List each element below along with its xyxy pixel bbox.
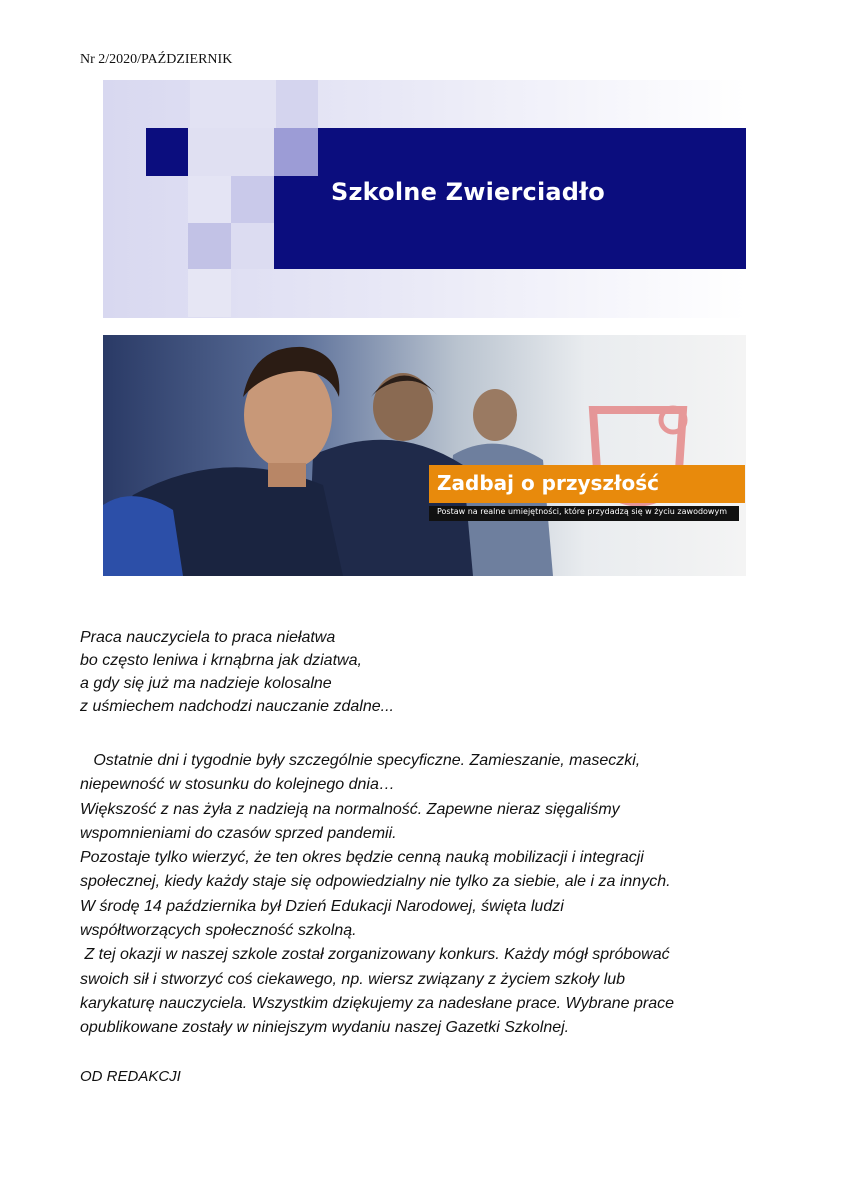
text-line: Ostatnie dni i tygodnie były szczególnie specyficzne. Zamieszanie, maseczki, — [80, 752, 641, 769]
promo-banner — [103, 335, 746, 576]
figure-head — [473, 389, 517, 441]
text-line: karykaturę nauczyciela. Wszystkim dziękujemy za nadesłane prace. Wybrane prace — [80, 994, 675, 1012]
deco-square — [146, 128, 188, 176]
poem — [80, 626, 394, 718]
text-line: W środę 14 października był Dzień Edukacji Narodowej, święta ludzi — [80, 897, 564, 915]
poem-line: z uśmiechem nadchodzi nauczanie zdalne... — [80, 698, 394, 715]
deco-square — [231, 176, 274, 223]
deco-square — [188, 128, 274, 176]
deco-square — [276, 80, 318, 128]
editorial-text — [80, 749, 674, 1041]
text-line: swoich sił i stworzyć coś ciekawego, np. wiersz związany z życiem szkoły lub — [80, 970, 626, 988]
text-line: Z tej okazji w naszej szkole został zorganizowany konkurs. Każdy mógł spróbować — [80, 946, 670, 964]
text-line: wspomnieniami do czasów sprzed pandemii. — [80, 824, 397, 842]
text-line: niepewność w stosunku do kolejnego dnia… — [80, 776, 395, 794]
deco-square — [188, 176, 231, 223]
deco-square — [274, 128, 318, 176]
poem-line: a gdy się już ma nadzieje kolosalne — [80, 675, 332, 692]
banner-title: Szkolne Zwierciadło — [331, 178, 605, 206]
text-line: współtworzących społeczność szkolną. — [80, 922, 357, 940]
text-line: Pozostaje tylko wierzyć, że ten okres będzie cenną nauką mobilizacji i integracji — [80, 849, 644, 867]
deco-square — [188, 223, 231, 269]
signature: OD REDAKCJI — [80, 1068, 181, 1085]
text-line: opublikowane zostały w niniejszym wydaniu naszej Gazetki Szkolnej. — [80, 1019, 570, 1037]
deco-square — [190, 80, 276, 128]
masthead-banner — [103, 80, 746, 318]
text-line: społecznej, kiedy każdy staje się odpowiedzialny nie tylko za siebie, ale i za innych. — [80, 873, 671, 891]
students-photo-illustration — [103, 335, 746, 576]
text-line: Większość z nas żyła z nadzieją na normalność. Zapewne nieraz sięgaliśmy — [80, 800, 620, 818]
issue-line: Nr 2/2020/PAŹDZIERNIK — [80, 52, 233, 67]
poem-line: Praca nauczyciela to praca niełatwa — [80, 629, 336, 646]
tagline-strip — [429, 506, 739, 521]
deco-square — [188, 269, 231, 317]
poem-line: bo często leniwa i krnąbrna jak dziatwa, — [80, 652, 362, 669]
deco-square — [231, 223, 274, 269]
promo-tagline: Postaw na realne umiejętności, które przydadzą się w życiu zawodowym — [437, 507, 728, 516]
figure-neck — [268, 463, 306, 487]
headline-strip — [429, 465, 745, 503]
promo-headline: Zadbaj o przyszłość — [437, 471, 659, 495]
